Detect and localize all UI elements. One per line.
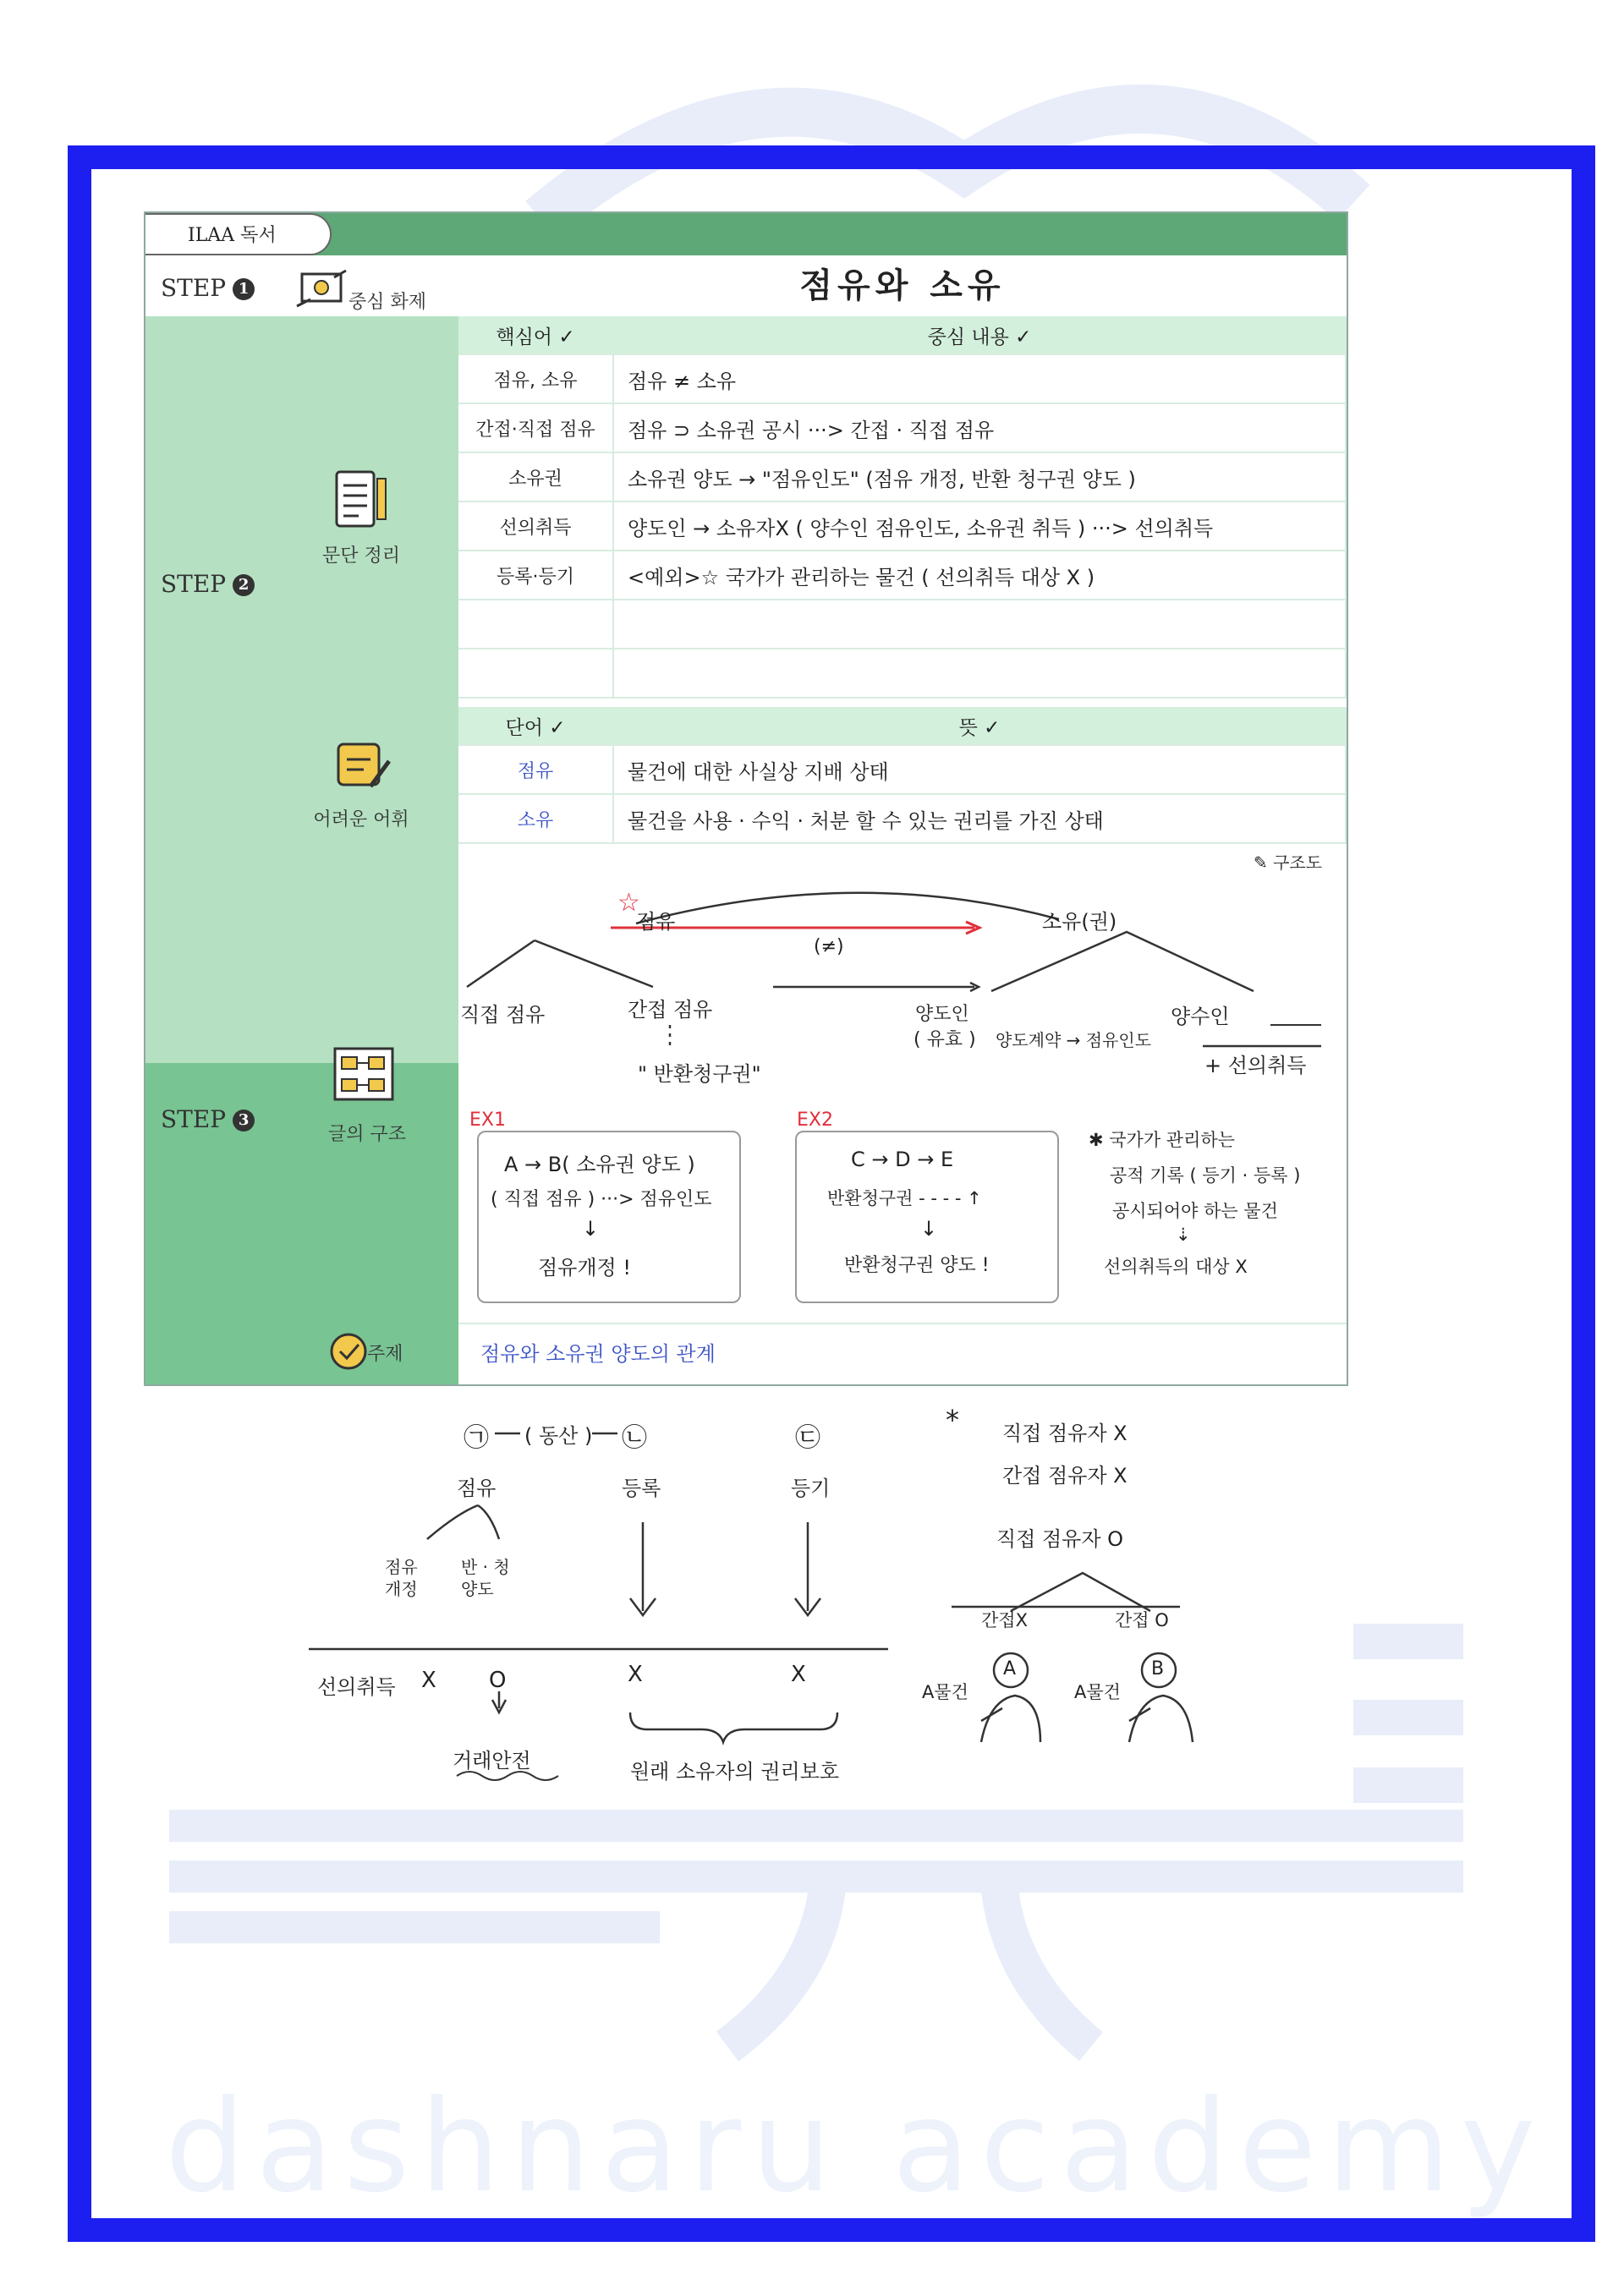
vocab-meaning: 물건을 사용 · 수익 · 처분 할 수 있는 권리를 가진 상태	[613, 794, 1346, 843]
note-line2: 공적 기록 ( 등기 · 등록 )	[1110, 1165, 1301, 1186]
sketch-obj-b: A물건	[1074, 1682, 1121, 1702]
structure-tag: ✎ 구조도	[1254, 852, 1323, 873]
summary-header-content: 중심 내용 ✓	[613, 316, 1346, 354]
sketch-movable: ( 동산 )	[524, 1424, 593, 1448]
sketch-g2: ㉡	[622, 1423, 647, 1453]
vocab-meaning: 물건에 대한 사실상 지배 상태	[613, 745, 1346, 794]
step3-label: STEP 3	[161, 1105, 255, 1133]
sketch-trade: 거래안전	[453, 1749, 531, 1773]
direct-possession-node: 직접 점유	[460, 1003, 546, 1027]
ex2-arrow: ↓	[920, 1217, 938, 1241]
possession-node: 점유	[636, 910, 676, 934]
sketch-g3: ㉢	[795, 1423, 820, 1453]
row-content: <예외>☆ 국가가 관리하는 물건 ( 선의취득 대상 X )	[613, 551, 1346, 600]
ex2-line2: 반환청구권 - - - - ↑	[827, 1188, 982, 1208]
subject-label: 주제	[367, 1344, 403, 1365]
sketch-person-b: B	[1151, 1658, 1165, 1680]
note-line3: 공시되어야 하는 물건	[1112, 1201, 1278, 1221]
step2-label: STEP 2	[161, 570, 255, 598]
ex1-line1: A → B( 소유권 양도 )	[504, 1153, 695, 1176]
row-key: 간접·직접 점유	[458, 403, 613, 452]
row-content: 점유 ≠ 소유	[613, 354, 1346, 403]
ex1-tag: EX1	[469, 1110, 506, 1131]
ex1-line2: ( 직접 점유 ) ···> 점유인도	[491, 1189, 712, 1210]
sketch-o1: O	[489, 1668, 507, 1693]
ex2-line1: C → D → E	[851, 1148, 954, 1171]
sketch-registry: 등기	[791, 1477, 831, 1500]
vocab-icon-label: 어려운 어휘	[313, 809, 409, 830]
sketch-protect: 원래 소유자의 권리보호	[630, 1760, 840, 1784]
sketch-left-node: 간접X	[981, 1610, 1028, 1630]
sketch-bona: 선의취득	[317, 1675, 396, 1699]
star-mark-icon: ☆	[617, 888, 640, 918]
sketch-star-icon: *	[946, 1404, 959, 1436]
note-line4: 선의취득의 대상 X	[1104, 1257, 1248, 1277]
bona-fide-node: + 선의취득	[1204, 1054, 1307, 1077]
sketch-registration: 등록	[622, 1477, 661, 1500]
watermark-text: dashnaru academy	[165, 2074, 1546, 2221]
vocab-header-word: 단어 ✓	[458, 707, 613, 745]
ex1-line3: 점유개정 !	[538, 1256, 631, 1280]
row-key: 소유권	[458, 452, 613, 501]
step2-icon-label: 문단 정리	[321, 545, 400, 567]
worksheet-tab: ILAA 독서	[145, 213, 332, 255]
vocab-header-meaning: 뜻 ✓	[613, 707, 1346, 745]
note-arrow: ⇣	[1176, 1225, 1191, 1245]
row-content: 소유권 양도 → "점유인도" (점유 개정, 반환 청구권 양도 )	[613, 452, 1346, 501]
step1-label: STEP 1	[161, 274, 255, 302]
step1-icon-label: 중심 화제	[348, 292, 427, 313]
worksheet-title: 점유와 소유	[799, 266, 1006, 305]
row-key: 등록·등기	[458, 551, 613, 600]
valid-label: ( 유효 )	[914, 1029, 976, 1050]
ex2-line3: 반환청구권 양도 !	[844, 1255, 990, 1276]
claim-node: " 반환청구권"	[638, 1062, 761, 1086]
vocab-word: 점유	[458, 745, 613, 794]
sketch-g1: ㉠	[464, 1423, 489, 1453]
ownership-node: 소유(권)	[1042, 910, 1117, 934]
sketch-possession: 점유	[457, 1477, 497, 1500]
step3-icon-label: 글의 구조	[327, 1124, 406, 1145]
note-line1: ✱ 국가가 관리하는	[1089, 1130, 1235, 1150]
transferee-node: 양수인	[1171, 1005, 1230, 1028]
indirect-possession-node: 간접 점유	[628, 998, 713, 1022]
sketch-sub1: 점유 개정	[385, 1557, 418, 1599]
sketch-x2: X	[628, 1662, 643, 1687]
sketch-sub2: 반 · 청 양도	[461, 1557, 510, 1599]
row-content: 점유 ⊃ 소유권 공시 ···> 간접 · 직접 점유	[613, 403, 1346, 452]
summary-header-key: 핵심어 ✓	[458, 316, 613, 354]
sketch-right-node: 간접 O	[1115, 1610, 1169, 1630]
contract-label: 양도계약 → 점유인도	[996, 1030, 1152, 1050]
subject-text: 점유와 소유권 양도의 관계	[458, 1323, 1347, 1382]
sketch-person-a: A	[1003, 1658, 1017, 1680]
row-key: 점유, 소유	[458, 354, 613, 403]
ex1-arrow: ↓	[582, 1217, 600, 1241]
row-content: 양도인 → 소유자X ( 양수인 점유인도, 소유권 취득 ) ···> 선의취득	[613, 501, 1346, 551]
sketch-x1: X	[421, 1668, 436, 1693]
sketch-r2: 간접 점유자 X	[1002, 1464, 1127, 1488]
sketch-r1: 직접 점유자 X	[1002, 1422, 1127, 1445]
not-equal-label: (≠)	[814, 936, 844, 957]
sketch-r3: 직접 점유자 O	[996, 1527, 1124, 1551]
vocab-word: 소유	[458, 794, 613, 843]
sketch-x3: X	[791, 1662, 806, 1687]
transferor-node: 양도인	[915, 1004, 969, 1025]
row-key: 선의취득	[458, 501, 613, 551]
ex2-tag: EX2	[797, 1110, 833, 1131]
sketch-obj-a: A물건	[922, 1682, 968, 1702]
